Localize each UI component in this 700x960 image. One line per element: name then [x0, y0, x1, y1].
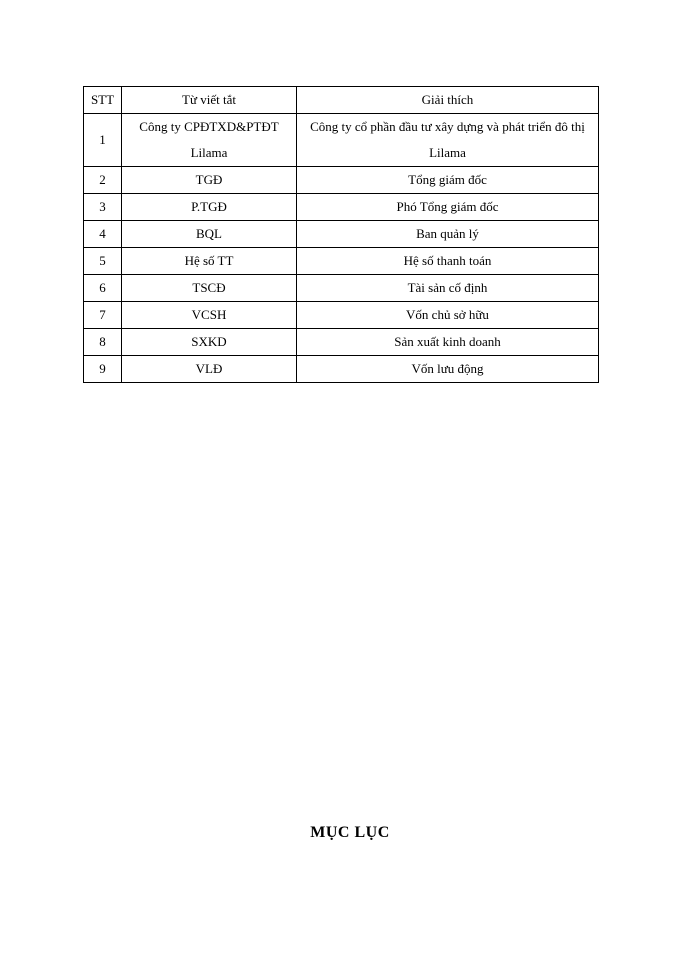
cell-abbreviation: Hệ số TT: [122, 248, 297, 275]
cell-stt: 9: [84, 356, 122, 383]
abbreviation-table: [83, 86, 599, 383]
column-header-explanation: Giải thích: [297, 87, 599, 114]
abbreviation-table-header: [84, 87, 599, 114]
cell-explanation: Sản xuất kinh doanh: [297, 329, 599, 356]
cell-stt: 8: [84, 329, 122, 356]
cell-abbreviation: SXKD: [122, 329, 297, 356]
table-row: [84, 114, 599, 167]
cell-stt: 1: [84, 114, 122, 167]
cell-abbreviation: TSCĐ: [122, 275, 297, 302]
table-row: [84, 221, 599, 248]
cell-stt: 3: [84, 194, 122, 221]
table-of-contents-heading: MỤC LỤC: [310, 824, 390, 841]
table-row: [84, 248, 599, 275]
table-row: [84, 194, 599, 221]
cell-abbreviation: VCSH: [122, 302, 297, 329]
cell-abbreviation: Công ty CPĐTXD&PTĐT Lilama: [122, 114, 297, 167]
cell-explanation: Ban quản lý: [297, 221, 599, 248]
cell-explanation: Tài sản cố định: [297, 275, 599, 302]
column-header-stt: STT: [84, 87, 122, 114]
cell-stt: 5: [84, 248, 122, 275]
column-header-abbreviation: Từ viết tắt: [122, 87, 297, 114]
cell-stt: 7: [84, 302, 122, 329]
cell-explanation: Vốn chủ sở hữu: [297, 302, 599, 329]
cell-abbreviation: VLĐ: [122, 356, 297, 383]
table-row: [84, 329, 599, 356]
cell-explanation: Hệ số thanh toán: [297, 248, 599, 275]
table-row: [84, 302, 599, 329]
table-row: [84, 275, 599, 302]
cell-abbreviation: P.TGĐ: [122, 194, 297, 221]
cell-stt: 4: [84, 221, 122, 248]
cell-explanation: Vốn lưu động: [297, 356, 599, 383]
abbreviation-table-body: [84, 114, 599, 383]
cell-stt: 2: [84, 167, 122, 194]
cell-abbreviation: BQL: [122, 221, 297, 248]
cell-explanation: Tổng giám đốc: [297, 167, 599, 194]
cell-explanation: Phó Tổng giám đốc: [297, 194, 599, 221]
table-row: [84, 167, 599, 194]
table-header-row: [84, 87, 599, 114]
cell-stt: 6: [84, 275, 122, 302]
cell-explanation: Công ty cổ phần đầu tư xây dựng và phát triển đô thị Lilama: [297, 114, 599, 167]
table-row: [84, 356, 599, 383]
cell-abbreviation: TGĐ: [122, 167, 297, 194]
